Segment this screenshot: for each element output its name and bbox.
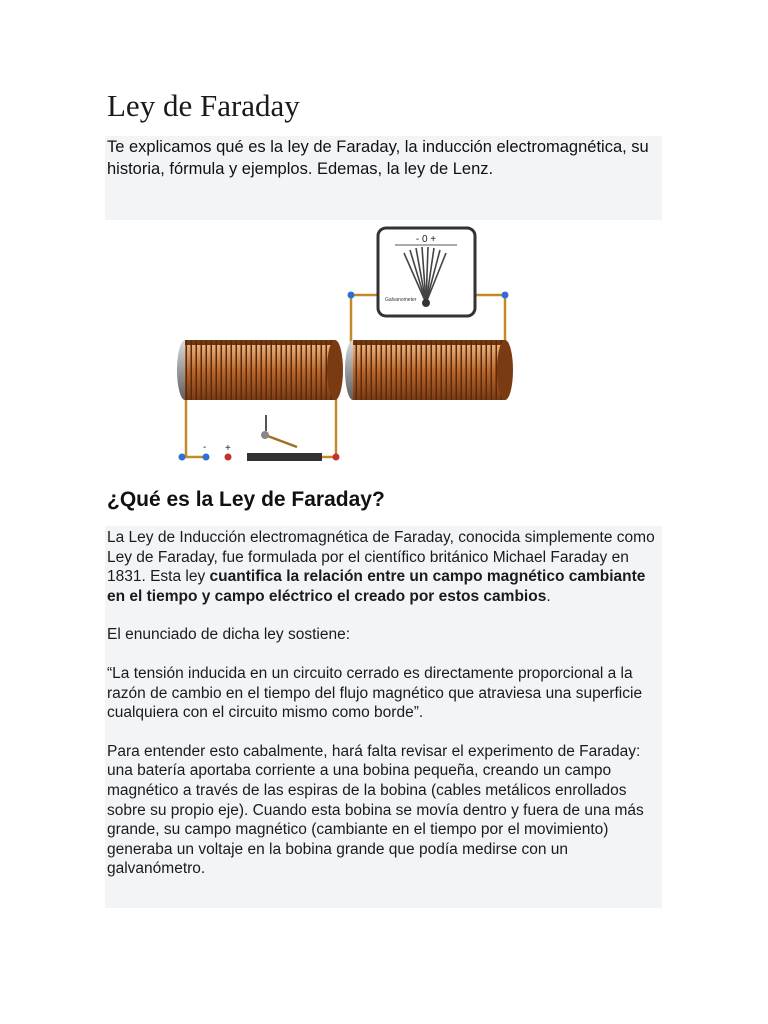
intro-text: Te explicamos qué es la ley de Faraday, la inducción electromagnética, su historia, fórmula y ejemplos. Edemas, la ley de Lenz.	[105, 136, 662, 220]
primary-coil	[177, 340, 343, 400]
small-coil-wires	[186, 393, 336, 457]
section-heading: ¿Qué es la Ley de Faraday?	[107, 488, 385, 511]
paragraph-definition	[107, 528, 660, 606]
faraday-experiment-illustration	[107, 225, 575, 465]
secondary-coil	[345, 340, 513, 400]
coils-galvanometer-diagram	[107, 225, 575, 465]
page-title: Ley de Faraday	[107, 88, 300, 123]
paragraph-definition-bold: cuantifica la relación entre un campo magnético cambiante en el tiempo y campo eléctrico el creado por estos cambios	[107, 568, 646, 605]
paragraph-law-quote: “La tensión inducida en un circuito cerrado es directamente proporcional a la razón de cambio en el tiempo del flujo magnético que atraviesa una superficie cualquiera con el circuito mismo como borde”.	[107, 664, 643, 722]
plus-sign: +	[225, 443, 231, 454]
paragraph-definition-lead: La Ley de Inducción electromagnética de Faraday, conocida simplemente como Ley de Faraday, fue formulada por el científico británico Michael Faraday en 1831. Esta ley	[107, 529, 655, 586]
article-body	[105, 526, 662, 908]
paragraph-experiment: Para entender esto cabalmente, hará falta revisar el experimento de Faraday: una batería aportaba corriente a una bobina pequeña, creando un campo magnético a través de las espiras de la bobina (cables metálicos enrollados sobre su propio eje). Cuando esta bobina se movía dentro y fuera de una más grande, su campo magnético (cambiante en el tiempo por el movimiento) generaba un voltaje en la bobina grande que podía medirse con un galvanómetro.	[107, 742, 644, 878]
galvanometer	[378, 228, 475, 316]
galvanometer-label: Galvanometer	[385, 297, 417, 303]
minus-sign: -	[203, 442, 207, 453]
galvanometer-scale: - 0 +	[415, 234, 437, 245]
paragraph-definition-tail: .	[546, 587, 551, 605]
paragraph-statement-intro: El enunciado de dicha ley sostiene:	[107, 626, 350, 644]
battery-switch	[203, 415, 322, 461]
